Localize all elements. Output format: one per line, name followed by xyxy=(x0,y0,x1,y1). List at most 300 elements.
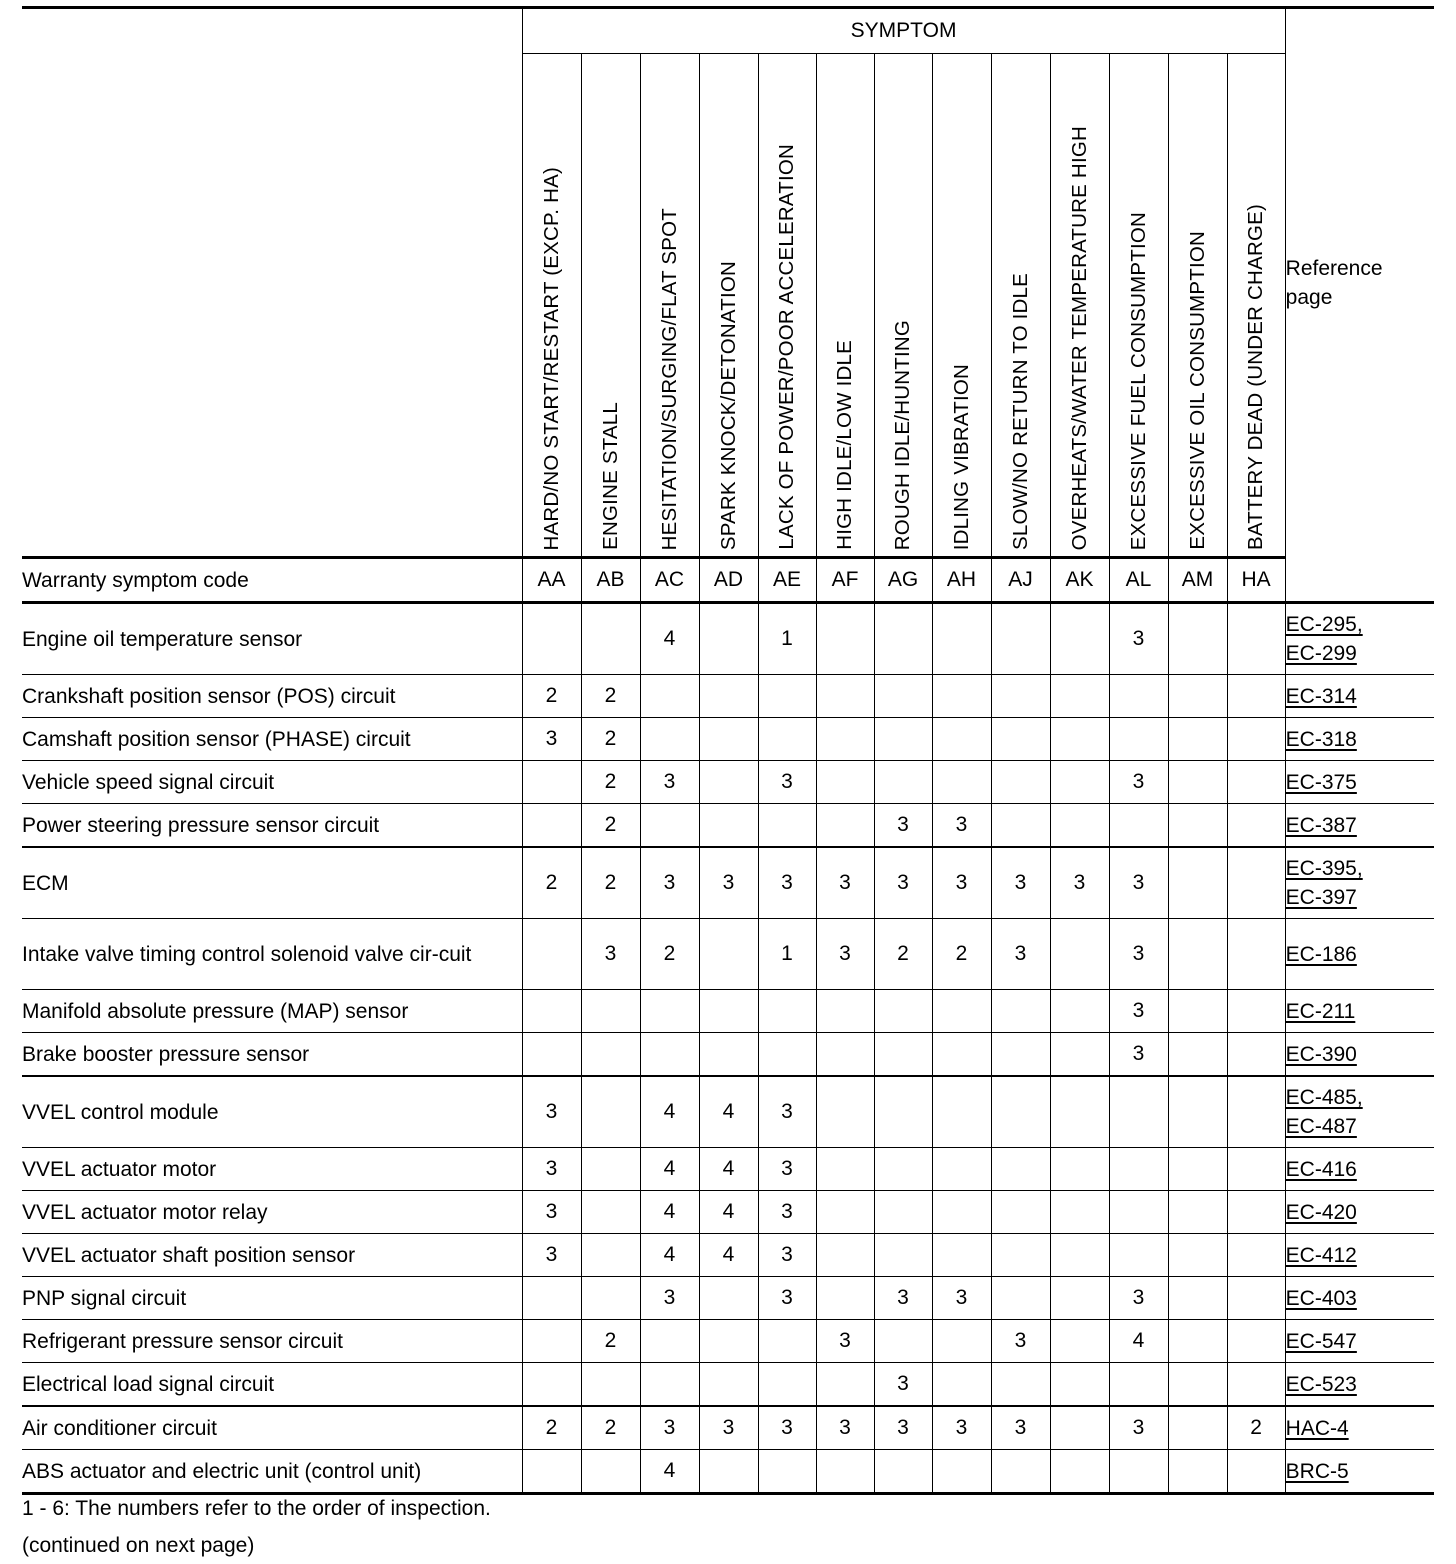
symptom-name: IDLING VIBRATION xyxy=(949,363,973,550)
symptom-name: BATTERY DEAD (UNDER CHARGE) xyxy=(1244,204,1268,550)
symptom-column-header xyxy=(699,54,758,558)
inspection-order-cell: 4 xyxy=(640,1076,699,1148)
inspection-order-cell xyxy=(816,1148,874,1191)
inspection-order-cell xyxy=(1050,1148,1109,1191)
inspection-order-cell xyxy=(1050,1076,1109,1148)
symptom-name: SPARK KNOCK/DETONATION xyxy=(716,260,740,550)
inspection-order-cell xyxy=(816,718,874,761)
inspection-order-cell: 3 xyxy=(1050,847,1109,919)
reference-page-link[interactable]: EC-186 xyxy=(1285,942,1357,966)
inspection-order-cell xyxy=(522,1033,581,1077)
inspection-order-cell xyxy=(874,675,932,718)
inspection-order-cell xyxy=(1168,761,1227,804)
inspection-order-cell: 4 xyxy=(640,1148,699,1191)
table-row xyxy=(22,1033,1434,1077)
reference-cell xyxy=(1285,1033,1434,1077)
symptom-column-header xyxy=(932,54,991,558)
inspection-order-cell xyxy=(991,1191,1050,1234)
inspection-order-cell xyxy=(1050,804,1109,848)
inspection-order-cell: 3 xyxy=(758,1406,816,1450)
inspection-order-cell xyxy=(932,1450,991,1494)
inspection-order-cell xyxy=(874,603,932,675)
inspection-order-cell xyxy=(816,1033,874,1077)
inspection-order-cell xyxy=(874,1320,932,1363)
symptom-name: LACK OF POWER/POOR ACCELERATION xyxy=(775,144,798,550)
inspection-order-cell xyxy=(816,1076,874,1148)
table-row xyxy=(22,1234,1434,1277)
inspection-order-cell xyxy=(1109,1363,1168,1407)
inspection-order-cell xyxy=(874,718,932,761)
table-row xyxy=(22,1191,1434,1234)
symptom-name: HARD/NO START/RESTART (EXCP. HA) xyxy=(539,166,563,550)
inspection-order-cell: 3 xyxy=(640,847,699,919)
inspection-order-cell xyxy=(874,1450,932,1494)
inspection-order-cell xyxy=(932,990,991,1033)
inspection-order-cell xyxy=(874,1148,932,1191)
inspection-order-cell xyxy=(699,1363,758,1407)
symptom-column-header xyxy=(874,54,932,558)
inspection-order-cell: 3 xyxy=(758,1234,816,1277)
corner-cell xyxy=(22,8,522,558)
inspection-order-cell: 3 xyxy=(640,761,699,804)
inspection-order-cell xyxy=(991,761,1050,804)
inspection-order-cell xyxy=(522,990,581,1033)
inspection-order-cell xyxy=(1168,718,1227,761)
inspection-order-cell xyxy=(991,603,1050,675)
reference-cell xyxy=(1285,1406,1434,1450)
inspection-order-cell: 3 xyxy=(640,1277,699,1320)
inspection-order-cell: 4 xyxy=(640,603,699,675)
inspection-order-cell xyxy=(1227,990,1285,1033)
symptom-name: OVERHEATS/WATER TEMPERATURE HIGH xyxy=(1067,125,1091,550)
inspection-order-cell xyxy=(932,761,991,804)
reference-page-link[interactable]: EC-318 xyxy=(1285,727,1357,751)
inspection-order-cell: 3 xyxy=(932,804,991,848)
inspection-order-cell: 4 xyxy=(699,1191,758,1234)
inspection-order-cell: 3 xyxy=(581,919,640,990)
symptom-name: EXCESSIVE FUEL CONSUMPTION xyxy=(1126,211,1150,550)
reference-page-link[interactable]: EC-395, xyxy=(1285,857,1363,880)
inspection-order-cell xyxy=(1227,603,1285,675)
inspection-order-cell xyxy=(1168,1406,1227,1450)
warranty-code: AC xyxy=(640,558,699,603)
inspection-order-cell xyxy=(991,1076,1050,1148)
inspection-order-cell: 3 xyxy=(991,1406,1050,1450)
table-row xyxy=(22,990,1434,1033)
table-row xyxy=(22,603,1434,675)
table-row xyxy=(22,1076,1434,1148)
inspection-order-cell xyxy=(699,1320,758,1363)
inspection-order-cell xyxy=(1050,919,1109,990)
reference-page-link[interactable]: EC-416 xyxy=(1285,1157,1357,1181)
inspection-order-cell xyxy=(699,761,758,804)
inspection-order-cell xyxy=(699,1277,758,1320)
warranty-code: AG xyxy=(874,558,932,603)
inspection-order-cell: 3 xyxy=(758,1191,816,1234)
inspection-order-cell xyxy=(640,675,699,718)
inspection-order-cell xyxy=(1109,1148,1168,1191)
inspection-order-cell xyxy=(932,718,991,761)
inspection-order-cell xyxy=(581,1076,640,1148)
component-label: ECM xyxy=(22,847,522,919)
inspection-order-cell: 3 xyxy=(1109,603,1168,675)
inspection-order-cell xyxy=(1050,1363,1109,1407)
inspection-order-cell xyxy=(1050,1320,1109,1363)
component-label: ABS actuator and electric unit (control unit) xyxy=(22,1450,522,1494)
inspection-order-cell xyxy=(581,990,640,1033)
inspection-order-cell: 3 xyxy=(932,847,991,919)
inspection-order-cell xyxy=(758,1033,816,1077)
reference-cell xyxy=(1285,1234,1434,1277)
inspection-order-cell xyxy=(932,1076,991,1148)
inspection-order-cell xyxy=(932,1363,991,1407)
inspection-order-cell xyxy=(1109,1076,1168,1148)
reference-cell xyxy=(1285,990,1434,1033)
inspection-order-cell xyxy=(699,675,758,718)
inspection-order-note: 1 - 6: The numbers refer to the order of inspection. xyxy=(22,1497,491,1520)
component-label: PNP signal circuit xyxy=(22,1277,522,1320)
table-row xyxy=(22,718,1434,761)
inspection-order-cell xyxy=(1050,990,1109,1033)
inspection-order-cell: 3 xyxy=(991,919,1050,990)
inspection-order-cell: 3 xyxy=(991,1320,1050,1363)
inspection-order-cell: 4 xyxy=(1109,1320,1168,1363)
inspection-order-cell xyxy=(522,761,581,804)
component-label: Camshaft position sensor (PHASE) circuit xyxy=(22,718,522,761)
inspection-order-cell: 4 xyxy=(699,1076,758,1148)
inspection-order-cell xyxy=(932,1234,991,1277)
reference-cell xyxy=(1285,718,1434,761)
inspection-order-cell xyxy=(1227,1148,1285,1191)
inspection-order-cell: 3 xyxy=(932,1406,991,1450)
inspection-order-cell: 3 xyxy=(522,718,581,761)
table-row xyxy=(22,1450,1434,1494)
inspection-order-cell xyxy=(874,1076,932,1148)
reference-page-link[interactable]: EC-412 xyxy=(1285,1243,1357,1267)
inspection-order-cell xyxy=(640,1363,699,1407)
inspection-order-cell: 3 xyxy=(1109,1406,1168,1450)
inspection-order-cell xyxy=(874,761,932,804)
inspection-order-cell: 3 xyxy=(1109,847,1168,919)
inspection-order-cell xyxy=(1050,761,1109,804)
table-row xyxy=(22,675,1434,718)
symptom-column-header xyxy=(1109,54,1168,558)
inspection-order-cell xyxy=(1227,761,1285,804)
warranty-code: AB xyxy=(581,558,640,603)
inspection-order-cell xyxy=(699,1450,758,1494)
symptom-column-header xyxy=(522,54,581,558)
inspection-order-cell xyxy=(1168,804,1227,848)
inspection-order-cell xyxy=(1050,675,1109,718)
warranty-code: AE xyxy=(758,558,816,603)
inspection-order-cell xyxy=(1168,990,1227,1033)
inspection-order-cell xyxy=(581,1033,640,1077)
inspection-order-cell xyxy=(1050,1450,1109,1494)
component-label: VVEL actuator motor relay xyxy=(22,1191,522,1234)
reference-cell xyxy=(1285,847,1434,919)
inspection-order-cell xyxy=(699,1033,758,1077)
inspection-order-cell xyxy=(991,1033,1050,1077)
symptom-title-row xyxy=(22,8,1434,54)
inspection-order-cell xyxy=(932,1148,991,1191)
inspection-order-cell xyxy=(1168,1450,1227,1494)
inspection-order-cell xyxy=(522,1450,581,1494)
inspection-order-cell: 4 xyxy=(640,1450,699,1494)
inspection-order-cell xyxy=(816,1363,874,1407)
component-label: Manifold absolute pressure (MAP) sensor xyxy=(22,990,522,1033)
table-row xyxy=(22,1406,1434,1450)
inspection-order-cell: 3 xyxy=(640,1406,699,1450)
inspection-order-cell xyxy=(991,804,1050,848)
inspection-order-cell xyxy=(522,1320,581,1363)
inspection-order-cell xyxy=(932,1191,991,1234)
inspection-order-cell: 3 xyxy=(758,1076,816,1148)
inspection-order-cell xyxy=(1168,1076,1227,1148)
inspection-order-cell xyxy=(932,1320,991,1363)
warranty-code: AF xyxy=(816,558,874,603)
inspection-order-cell xyxy=(991,718,1050,761)
inspection-order-cell xyxy=(522,1363,581,1407)
inspection-order-cell: 3 xyxy=(874,1277,932,1320)
reference-cell xyxy=(1285,761,1434,804)
inspection-order-cell: 1 xyxy=(758,603,816,675)
component-label: Refrigerant pressure sensor circuit xyxy=(22,1320,522,1363)
inspection-order-cell: 4 xyxy=(699,1148,758,1191)
component-label: Electrical load signal circuit xyxy=(22,1363,522,1407)
inspection-order-cell xyxy=(699,990,758,1033)
inspection-order-cell xyxy=(1168,1234,1227,1277)
inspection-order-cell xyxy=(1050,1277,1109,1320)
warranty-code: AM xyxy=(1168,558,1227,603)
inspection-order-cell xyxy=(1227,804,1285,848)
inspection-order-cell xyxy=(932,675,991,718)
reference-page-link[interactable]: EC-403 xyxy=(1285,1286,1357,1310)
inspection-order-cell: 2 xyxy=(874,919,932,990)
inspection-order-cell: 3 xyxy=(991,847,1050,919)
symptom-header: SYMPTOM xyxy=(522,8,1285,54)
inspection-order-cell xyxy=(581,1277,640,1320)
table-row xyxy=(22,804,1434,848)
reference-page-link[interactable]: EC-420 xyxy=(1285,1200,1357,1224)
continued-note: (continued on next page) xyxy=(22,1534,255,1557)
reference-page-link[interactable]: EC-314 xyxy=(1285,684,1357,708)
inspection-order-cell: 3 xyxy=(1109,919,1168,990)
symptom-column-header xyxy=(991,54,1050,558)
inspection-order-cell xyxy=(1227,1033,1285,1077)
inspection-order-cell xyxy=(1227,1277,1285,1320)
inspection-order-cell xyxy=(1168,1148,1227,1191)
inspection-order-cell xyxy=(1109,1234,1168,1277)
inspection-order-cell xyxy=(1227,1191,1285,1234)
inspection-order-cell xyxy=(758,1363,816,1407)
inspection-order-cell: 2 xyxy=(581,675,640,718)
inspection-order-cell xyxy=(1109,804,1168,848)
inspection-order-cell: 2 xyxy=(522,847,581,919)
reference-cell xyxy=(1285,1320,1434,1363)
reference-page-link[interactable]: EC-397 xyxy=(1285,886,1357,909)
inspection-order-cell xyxy=(932,603,991,675)
component-label: Power steering pressure sensor circuit xyxy=(22,804,522,848)
inspection-order-cell: 3 xyxy=(816,1406,874,1450)
table-row xyxy=(22,1148,1434,1191)
inspection-order-cell xyxy=(522,603,581,675)
warranty-code-row xyxy=(22,558,1434,603)
inspection-order-cell xyxy=(699,718,758,761)
warranty-code: AA xyxy=(522,558,581,603)
inspection-order-cell xyxy=(1050,603,1109,675)
inspection-order-cell xyxy=(1227,1450,1285,1494)
reference-cell xyxy=(1285,1191,1434,1234)
warranty-ref-cell xyxy=(1285,558,1434,603)
inspection-order-cell xyxy=(816,1450,874,1494)
inspection-order-cell: 4 xyxy=(699,1234,758,1277)
inspection-order-cell xyxy=(874,1033,932,1077)
symptom-name: ROUGH IDLE/HUNTING xyxy=(891,319,914,550)
inspection-order-cell xyxy=(1227,1363,1285,1407)
inspection-order-cell xyxy=(758,675,816,718)
inspection-order-cell xyxy=(1168,847,1227,919)
inspection-order-cell: 3 xyxy=(1109,990,1168,1033)
inspection-order-cell xyxy=(758,990,816,1033)
table-row xyxy=(22,1363,1434,1407)
warranty-code: AD xyxy=(699,558,758,603)
inspection-order-cell: 3 xyxy=(758,761,816,804)
inspection-order-cell: 3 xyxy=(758,847,816,919)
inspection-order-cell xyxy=(581,1450,640,1494)
reference-page-link[interactable]: EC-375 xyxy=(1285,770,1357,794)
warranty-code: HA xyxy=(1227,558,1285,603)
inspection-order-cell xyxy=(699,919,758,990)
inspection-order-cell: 3 xyxy=(699,1406,758,1450)
inspection-order-cell xyxy=(640,1033,699,1077)
component-label: Crankshaft position sensor (POS) circuit xyxy=(22,675,522,718)
inspection-order-cell xyxy=(874,990,932,1033)
inspection-order-cell xyxy=(1227,1234,1285,1277)
symptom-name: EXCESSIVE OIL CONSUMPTION xyxy=(1185,231,1209,550)
component-label: VVEL actuator motor xyxy=(22,1148,522,1191)
inspection-order-cell xyxy=(1227,847,1285,919)
inspection-order-cell xyxy=(1168,675,1227,718)
reference-page-link[interactable]: EC-485, xyxy=(1285,1086,1363,1109)
inspection-order-cell: 3 xyxy=(758,1277,816,1320)
inspection-order-cell xyxy=(991,1450,1050,1494)
reference-cell xyxy=(1285,1277,1434,1320)
inspection-order-cell: 3 xyxy=(1109,761,1168,804)
reference-page-link[interactable]: HAC-4 xyxy=(1285,1416,1349,1440)
inspection-order-cell xyxy=(758,804,816,848)
inspection-order-cell: 2 xyxy=(1227,1406,1285,1450)
inspection-order-cell xyxy=(699,804,758,848)
inspection-order-cell xyxy=(640,1320,699,1363)
reference-page-link[interactable]: EC-211 xyxy=(1285,999,1356,1023)
inspection-order-cell xyxy=(1227,1320,1285,1363)
inspection-order-cell xyxy=(522,1277,581,1320)
inspection-order-cell xyxy=(991,990,1050,1033)
symptom-column-header xyxy=(1168,54,1227,558)
table-row xyxy=(22,1320,1434,1363)
reference-cell xyxy=(1285,804,1434,848)
inspection-order-cell: 3 xyxy=(932,1277,991,1320)
inspection-order-cell: 2 xyxy=(640,919,699,990)
reference-cell xyxy=(1285,1450,1434,1494)
inspection-order-cell xyxy=(1168,1320,1227,1363)
inspection-order-cell xyxy=(932,1033,991,1077)
inspection-order-cell: 2 xyxy=(581,847,640,919)
inspection-order-cell: 3 xyxy=(522,1234,581,1277)
inspection-order-cell xyxy=(1168,1191,1227,1234)
inspection-order-cell xyxy=(1227,675,1285,718)
reference-page-link[interactable]: EC-295, xyxy=(1285,613,1363,636)
inspection-order-cell xyxy=(816,603,874,675)
inspection-order-cell: 2 xyxy=(581,718,640,761)
inspection-order-cell xyxy=(874,1191,932,1234)
inspection-order-cell xyxy=(522,804,581,848)
symptom-column-header xyxy=(640,54,699,558)
symptom-name: SLOW/NO RETURN TO IDLE xyxy=(1008,272,1032,550)
component-label: Engine oil temperature sensor xyxy=(22,603,522,675)
symptom-name: HESITATION/SURGING/FLAT SPOT xyxy=(657,207,681,550)
table-row xyxy=(22,1277,1434,1320)
reference-page-link[interactable]: BRC-5 xyxy=(1285,1459,1349,1483)
reference-cell xyxy=(1285,675,1434,718)
inspection-order-cell xyxy=(874,1234,932,1277)
inspection-order-cell: 2 xyxy=(522,1406,581,1450)
inspection-order-cell xyxy=(1109,1450,1168,1494)
component-label: Vehicle speed signal circuit xyxy=(22,761,522,804)
reference-cell xyxy=(1285,919,1434,990)
inspection-order-cell xyxy=(1050,718,1109,761)
inspection-order-cell: 3 xyxy=(874,1363,932,1407)
inspection-order-cell: 3 xyxy=(816,847,874,919)
symptom-column-header xyxy=(581,54,640,558)
inspection-order-cell xyxy=(1050,1033,1109,1077)
reference-page-link[interactable]: EC-299 xyxy=(1285,642,1357,665)
reference-page-link[interactable]: EC-487 xyxy=(1285,1115,1357,1138)
symptom-name: ENGINE STALL xyxy=(598,402,622,550)
inspection-order-cell xyxy=(1109,675,1168,718)
inspection-order-cell xyxy=(640,718,699,761)
reference-page-link[interactable]: EC-387 xyxy=(1285,813,1357,837)
table-row xyxy=(22,761,1434,804)
inspection-order-cell xyxy=(640,804,699,848)
inspection-order-cell: 3 xyxy=(874,804,932,848)
inspection-order-cell: 3 xyxy=(699,847,758,919)
table-row xyxy=(22,847,1434,919)
inspection-order-cell: 1 xyxy=(758,919,816,990)
reference-cell xyxy=(1285,1148,1434,1191)
reference-page-header xyxy=(1285,8,1434,558)
symptom-matrix-table xyxy=(22,6,1434,1495)
inspection-order-cell xyxy=(816,761,874,804)
reference-page-link[interactable]: EC-547 xyxy=(1285,1329,1357,1353)
inspection-order-cell xyxy=(991,1234,1050,1277)
reference-page-link[interactable]: EC-523 xyxy=(1285,1372,1357,1396)
inspection-order-cell xyxy=(581,603,640,675)
inspection-order-cell xyxy=(816,990,874,1033)
inspection-order-cell xyxy=(581,1363,640,1407)
inspection-order-cell xyxy=(699,603,758,675)
inspection-order-cell: 2 xyxy=(581,761,640,804)
reference-page-link[interactable]: EC-390 xyxy=(1285,1042,1357,1066)
warranty-code: AL xyxy=(1109,558,1168,603)
inspection-order-cell: 3 xyxy=(522,1148,581,1191)
component-label: VVEL control module xyxy=(22,1076,522,1148)
inspection-order-cell xyxy=(1168,603,1227,675)
inspection-order-cell: 3 xyxy=(522,1076,581,1148)
reference-cell xyxy=(1285,1076,1434,1148)
inspection-order-cell xyxy=(816,1191,874,1234)
inspection-order-cell xyxy=(1168,1033,1227,1077)
